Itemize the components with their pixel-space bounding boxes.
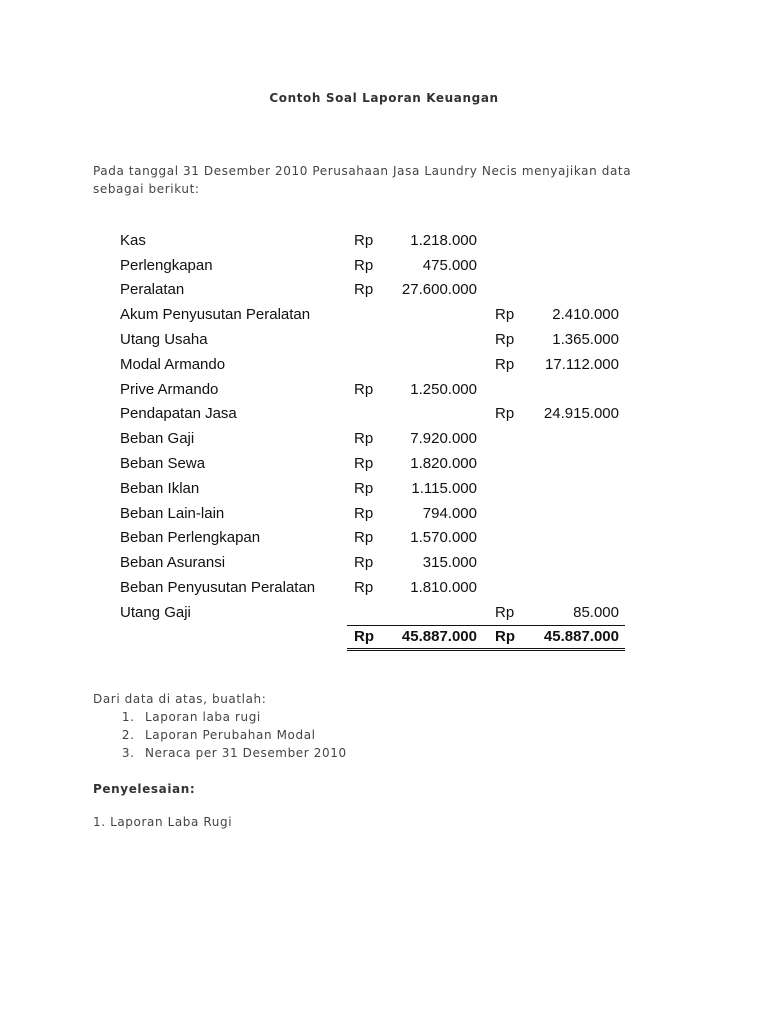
credit-currency: [481, 377, 531, 402]
task-item: 1. Laporan laba rugi: [139, 708, 347, 726]
credit-amount: [531, 550, 625, 575]
ledger-row: [113, 426, 625, 451]
debit-currency: [347, 402, 390, 427]
credit-currency: Rp: [495, 306, 515, 324]
credit-amount: [531, 575, 625, 600]
solution-step: 1. Laporan Laba Rugi: [93, 815, 233, 829]
debit-amount: 1.810.000: [410, 579, 477, 597]
debit-currency: Rp: [354, 529, 374, 547]
credit-currency: [481, 526, 531, 551]
account-name: Modal Armando: [120, 355, 226, 373]
intro-paragraph: Pada tanggal 31 Desember 2010 Perusahaan Jasa Laundry Necis menyajikan data sebagai berikut:: [93, 164, 632, 196]
debit-amount: 1.250.000: [410, 380, 477, 398]
ledger-row: [113, 377, 625, 402]
credit-amount: [531, 426, 625, 451]
credit-amount: [531, 228, 625, 253]
debit-amount: [390, 600, 481, 625]
tasks-section: [93, 690, 347, 762]
debit-amount: 794.000: [422, 504, 477, 522]
account-name: Pendapatan Jasa: [120, 405, 237, 423]
debit-currency: Rp: [354, 380, 374, 398]
ledger-row: [113, 327, 625, 352]
debit-currency: Rp: [354, 256, 374, 274]
debit-amount: 1.820.000: [410, 455, 477, 473]
credit-amount: [531, 451, 625, 476]
debit-currency: Rp: [354, 281, 374, 299]
debit-amount: 1.218.000: [410, 231, 477, 249]
credit-amount: [531, 501, 625, 526]
trial-balance-table: [113, 228, 625, 651]
trial-balance-body: [113, 228, 625, 649]
account-name: Perlengkapan: [120, 256, 213, 274]
account-name: Peralatan: [120, 281, 185, 299]
ledger-row: [113, 302, 625, 327]
debit-currency: Rp: [354, 504, 374, 522]
debit-amount: 315.000: [422, 554, 477, 572]
ledger-row: [113, 550, 625, 575]
ledger-row: [113, 451, 625, 476]
credit-currency: [481, 278, 531, 303]
task-item: 2. Laporan Perubahan Modal: [139, 726, 347, 744]
debit-currency: [347, 327, 390, 352]
ledger-row: [113, 575, 625, 600]
debit-currency: [347, 600, 390, 625]
debit-amount: [390, 402, 481, 427]
debit-currency: Rp: [354, 554, 374, 572]
account-name: Beban Asuransi: [120, 554, 226, 572]
debit-amount: [390, 302, 481, 327]
ledger-row: [113, 526, 625, 551]
total-debit-currency: Rp: [347, 625, 390, 649]
debit-currency: Rp: [354, 231, 374, 249]
ledger-row: [113, 476, 625, 501]
total-credit-amount: 45.887.000: [531, 625, 625, 649]
debit-currency: [347, 352, 390, 377]
credit-amount: 1.365.000: [552, 331, 619, 349]
ledger-row: [113, 228, 625, 253]
account-name: Beban Penyusutan Peralatan: [120, 579, 316, 597]
document-title: Contoh Soal Laporan Keuangan: [269, 91, 499, 105]
credit-amount: [531, 278, 625, 303]
total-debit-amount: 45.887.000: [390, 625, 481, 649]
credit-currency: [481, 575, 531, 600]
credit-currency: Rp: [495, 405, 515, 423]
account-name: Beban Perlengkapan: [120, 529, 261, 547]
debit-amount: 7.920.000: [410, 430, 477, 448]
ledger-row: [113, 402, 625, 427]
ledger-row: [113, 501, 625, 526]
credit-currency: [481, 228, 531, 253]
credit-currency: Rp: [495, 603, 515, 621]
account-name: Beban Gaji: [120, 430, 195, 448]
account-name: Akum Penyusutan Peralatan: [120, 306, 311, 324]
debit-amount: [390, 327, 481, 352]
credit-currency: [481, 476, 531, 501]
credit-amount: 2.410.000: [552, 306, 619, 324]
credit-currency: [481, 253, 531, 278]
account-name: Beban Iklan: [120, 479, 200, 497]
ledger-row: [113, 278, 625, 303]
account-name: Prive Armando: [120, 380, 219, 398]
ledger-total-row: [113, 625, 625, 649]
total-credit-currency: Rp: [481, 625, 531, 649]
debit-currency: Rp: [354, 579, 374, 597]
debit-amount: 1.115.000: [411, 479, 477, 497]
debit-currency: Rp: [354, 479, 374, 497]
account-name: Kas: [120, 231, 146, 249]
credit-currency: [481, 451, 531, 476]
debit-amount: 1.570.000: [410, 529, 477, 547]
credit-amount: 85.000: [573, 603, 619, 621]
tasks-intro: Dari data di atas, buatlah:: [93, 692, 267, 706]
credit-amount: [531, 253, 625, 278]
credit-amount: [531, 377, 625, 402]
credit-currency: [481, 501, 531, 526]
account-name: Utang Gaji: [120, 604, 191, 622]
debit-amount: [390, 352, 481, 377]
ledger-row: [113, 600, 625, 625]
credit-currency: [481, 550, 531, 575]
ledger-row: [113, 253, 625, 278]
total-spacer: [113, 625, 347, 649]
credit-amount: [531, 526, 625, 551]
account-name: Utang Usaha: [120, 331, 208, 349]
account-name: Beban Sewa: [120, 455, 206, 473]
solution-heading: Penyelesaian:: [93, 782, 196, 796]
account-name: Beban Lain-lain: [120, 504, 225, 522]
credit-currency: Rp: [495, 355, 515, 373]
credit-currency: Rp: [495, 331, 515, 349]
debit-currency: Rp: [354, 455, 374, 473]
task-item: 3. Neraca per 31 Desember 2010: [139, 744, 347, 762]
credit-currency: [481, 426, 531, 451]
tasks-list: [93, 708, 347, 762]
debit-amount: 27.600.000: [401, 281, 477, 299]
debit-currency: Rp: [354, 430, 374, 448]
credit-amount: [531, 476, 625, 501]
credit-amount: 24.915.000: [543, 405, 619, 423]
ledger-row: [113, 352, 625, 377]
credit-amount: 17.112.000: [545, 355, 619, 373]
debit-amount: 475.000: [422, 256, 477, 274]
debit-currency: [347, 302, 390, 327]
